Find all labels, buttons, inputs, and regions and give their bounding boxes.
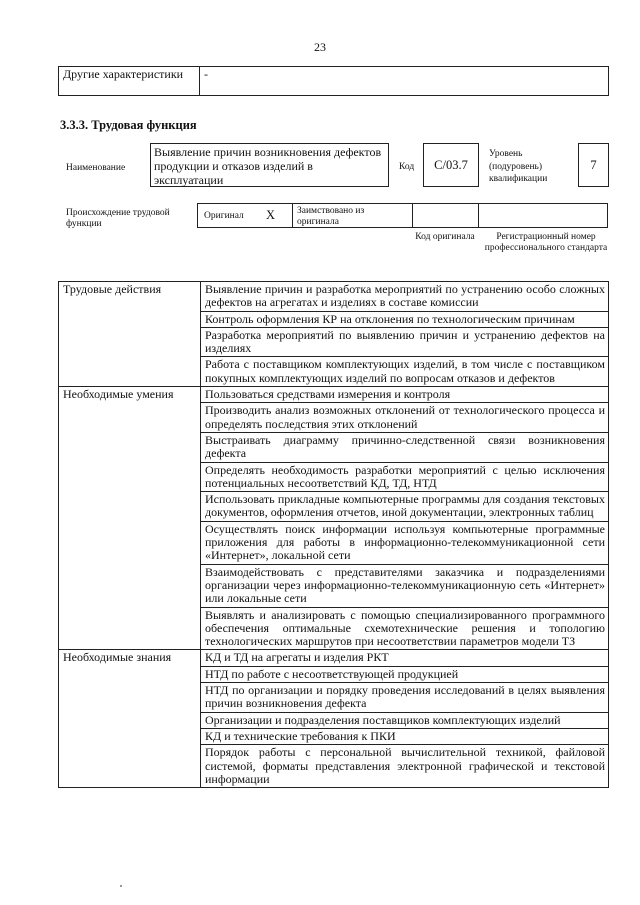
borrowed-label: Заимствовано из оригинала	[297, 206, 365, 227]
section-item: Взаимодействовать с представителями заказчика и подразделениями организации через информационно-телекоммуникационную сеть «Интернет» или локальные сети	[201, 564, 609, 607]
original-label: Оригинал	[204, 211, 244, 221]
section-item: НТД по организации и порядку проведения исследований в целях выявления причин возникновения дефекта	[201, 683, 609, 713]
origin-divider-2	[412, 203, 413, 228]
section-item: Пользоваться средствами измерения и контроля	[201, 387, 609, 403]
section-title: 3.3.3. Трудовая функция	[60, 118, 197, 132]
origin-divider	[292, 203, 293, 228]
section-heading: Необходимые знания	[59, 650, 201, 788]
scan-dot	[120, 885, 122, 887]
section-item: Определять необходимость разработки мероприятий с целью исключения потенциальных несоответствий КД, ТД, НТД	[201, 462, 609, 492]
section-item: Порядок работы с персональной вычислительной техникой, файловой системой, форматы представления электронной графической и текстовой информации	[201, 745, 609, 788]
section-item: Разработка мероприятий по выявлению причин и устранению дефектов на изделиях	[201, 327, 609, 357]
section-item: КД и ТД на агрегаты и изделия РКТ	[201, 650, 609, 666]
section-heading: Трудовые действия	[59, 282, 201, 387]
section-item: КД и технические требования к ПКИ	[201, 728, 609, 744]
code-value: С/03.7	[423, 143, 479, 187]
other-characteristics-label: Другие характеристики	[59, 67, 200, 96]
code-original-caption: Код оригинала	[415, 232, 475, 242]
section-item: Выявлять и анализировать с помощью специализированного программного обеспечения оптимальные схемотехнические решения и топологию технологических маршрутов при несоответствии параметров модели ТЗ	[201, 607, 609, 650]
name-label: Наименование	[66, 163, 126, 173]
table-row	[59, 282, 609, 312]
origin-divider-3	[478, 203, 479, 228]
reg-number-caption: Регистрационный номер профессионального стандарта	[484, 232, 608, 253]
section-item: Организации и подразделения поставщиков комплектующих изделий	[201, 712, 609, 728]
other-characteristics-value: -	[200, 67, 609, 96]
other-characteristics-table	[58, 66, 609, 96]
level-value: 7	[578, 143, 609, 187]
section-item: НТД по работе с несоответствующей продукцией	[201, 666, 609, 682]
level-label: Уровень (подуровень) квалификации	[489, 149, 548, 184]
section-item: Контроль оформления КР на отклонения по технологическим причинам	[201, 311, 609, 327]
section-item: Работа с поставщиком комплектующих изделий, в том числе с поставщиком покупных комплектующих изделий по вопросам отказов и дефектов	[201, 357, 609, 387]
origin-label: Происхождение трудовой функции	[66, 208, 170, 229]
section-heading: Необходимые умения	[59, 387, 201, 650]
page-number: 23	[314, 40, 326, 54]
section-item: Использовать прикладные компьютерные программы для создания текстовых документов, оформления отчетов, иной документации, электронных таблиц	[201, 492, 609, 522]
labor-function-table	[58, 281, 609, 788]
table-row	[59, 650, 609, 666]
section-item: Выстраивать диаграмму причинно-следственной связи возникновения дефекта	[201, 432, 609, 462]
table-row	[59, 387, 609, 403]
code-label: Код	[399, 162, 415, 172]
origin-box	[197, 203, 608, 228]
section-item: Производить анализ возможных отклонений от технологического процесса и определять последствия этих отклонений	[201, 403, 609, 433]
name-value: Выявление причин возникновения дефектов продукции и отказов изделий в эксплуатации	[150, 143, 389, 187]
original-mark: X	[266, 208, 276, 222]
section-item: Выявление причин и разработка мероприятий по устранению особо сложных дефектов на агрегатах и изделиях в составе комиссии	[201, 282, 609, 312]
section-item: Осуществлять поиск информации используя компьютерные программные приложения для работы в информационно-телекоммуникационной сети «Интернет», локальной сети	[201, 521, 609, 564]
